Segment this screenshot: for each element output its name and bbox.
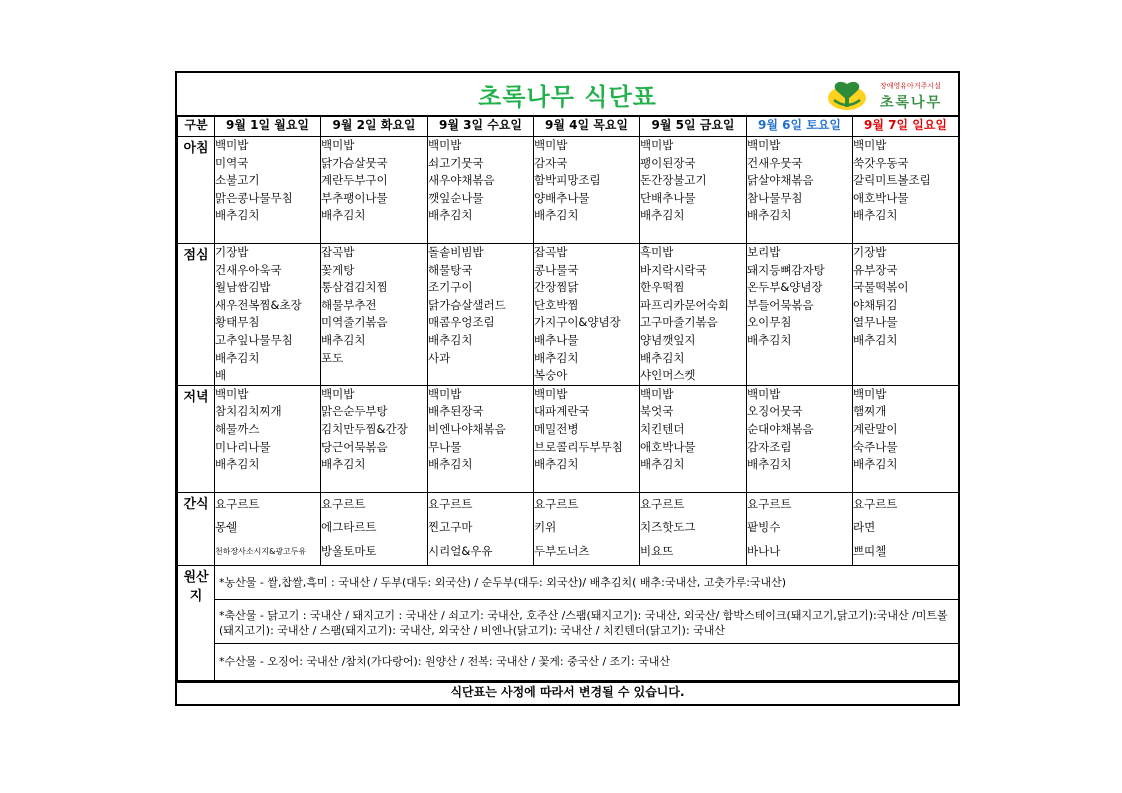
menu-item: 백미밥 [215, 138, 249, 152]
menu-cell [215, 244, 321, 386]
menu-cell [534, 244, 640, 386]
menu-item: 치킨텐더 [640, 421, 685, 436]
menu-item: 감자국 [534, 155, 568, 170]
menu-item: 백미밥 [428, 386, 462, 401]
menu-item: 배추김치 [640, 350, 685, 365]
meal-label: 아침 [178, 137, 215, 244]
day-header: 9월 1일 월요일 [215, 116, 321, 137]
menu-item: 배추김치 [853, 332, 898, 347]
menu-item: 배추나물 [534, 332, 579, 347]
menu-item: 순대야채볶음 [747, 421, 814, 436]
menu-item: 참나물무침 [747, 190, 803, 205]
menu-item: 백미밥 [640, 138, 674, 152]
menu-cell [534, 385, 640, 492]
menu-item: 백미밥 [428, 138, 462, 152]
menu-item: 온두부&양념장 [747, 280, 823, 295]
menu-item: 무나물 [428, 439, 462, 454]
menu-item: 백미밥 [321, 386, 355, 401]
menu-item: 배추김치 [747, 457, 792, 472]
menu-item: 맑은순두부탕 [321, 404, 388, 419]
menu-cell [321, 137, 428, 244]
menu-item: 배추김치 [534, 350, 579, 365]
logo-subtitle: 장애영유아거주시설 [880, 82, 941, 90]
menu-cell [321, 492, 428, 565]
menu-item: 애호박나물 [853, 190, 909, 205]
menu-cell [747, 244, 853, 386]
menu-item: 김치만두찜&간장 [321, 421, 408, 436]
menu-item: 소불고기 [215, 173, 260, 188]
menu-item: 국물떡볶이 [853, 280, 909, 295]
menu-item: 포도 [321, 350, 344, 365]
page-title: 초록나무 식단표 [478, 83, 657, 111]
day-header-sunday: 9월 7일 일요일 [853, 116, 959, 137]
menu-item: 기장밥 [215, 245, 249, 259]
menu-item: 배추김치 [853, 208, 898, 223]
menu-item: 맑은콩나물무침 [215, 190, 293, 205]
menu-item: 요구르트 [640, 496, 685, 511]
origin-agricultural: *농산물 - 쌀,찹쌀,흑미 : 국내산 / 두부(대두: 외국산) / 순두부(대두: 외국산)/ 배추김치( 배추:국내산, 고춧가루:국내산) [215, 566, 958, 600]
menu-item: 고구마줄기볶음 [640, 315, 718, 330]
menu-cell [534, 492, 640, 565]
menu-cell [428, 137, 534, 244]
menu-item: 두부도너츠 [534, 543, 590, 558]
menu-item: 해물부추전 [321, 297, 377, 312]
menu-item: 돼지등뼈감자탕 [747, 262, 825, 277]
tree-logo-icon [826, 78, 868, 112]
menu-item: 시리얼&우유 [428, 543, 493, 558]
menu-cell [747, 385, 853, 492]
menu-item: 참치김치찌개 [215, 404, 282, 419]
menu-item: 치즈핫도그 [640, 520, 696, 535]
menu-item: 북엇국 [640, 404, 674, 419]
menu-item: 천하장사소시지&광고두유 [215, 546, 307, 556]
menu-item: 팽이된장국 [640, 155, 696, 170]
menu-item: 배추김치 [428, 457, 473, 472]
menu-cell [640, 492, 747, 565]
menu-item: 숙주나물 [853, 439, 898, 454]
menu-cell [747, 492, 853, 565]
menu-item: 메밀전병 [534, 421, 579, 436]
menu-cell [640, 244, 747, 386]
menu-item: 쑥갓우동국 [853, 155, 909, 170]
change-notice: 식단표는 사정에 따라서 변경될 수 있습니다. [177, 680, 958, 704]
meal-row-breakfast [178, 137, 959, 244]
sheet-header [177, 73, 958, 117]
menu-item: 당근어묵볶음 [321, 439, 388, 454]
menu-item: 찐고구마 [428, 520, 473, 535]
menu-item: 야채튀김 [853, 297, 898, 312]
menu-item: 부들어묵볶음 [747, 297, 814, 312]
menu-item: 유부장국 [853, 262, 898, 277]
menu-item: 가지구이&양념장 [534, 315, 621, 330]
menu-item: 배추김치 [534, 457, 579, 472]
menu-cell [640, 385, 747, 492]
menu-item: 백미밥 [534, 138, 568, 152]
menu-cell [215, 137, 321, 244]
menu-cell [534, 137, 640, 244]
menu-item: 키위 [534, 520, 557, 535]
menu-item: 돈간장불고기 [640, 173, 707, 188]
menu-item: 백미밥 [853, 138, 887, 152]
origin-livestock: *축산물 - 닭고기 : 국내산 / 돼지고기 : 국내산 / 쇠고기: 국내산, 호주산 /스팸(돼지고기): 국내산, 외국산/ 함박스테이크(돼지고기,닭고기):국내산 /미트볼(돼지고기): 국내산 / 스팸(돼지고기): 국내산, 외국산 / 비엔나(닭고기): 국내산 / 치킨텐더(닭고기): 국내산 [215, 600, 958, 644]
menu-item: 요구르트 [853, 496, 898, 511]
menu-item: 방울토마토 [321, 543, 377, 558]
menu-item: 깻잎순나물 [428, 190, 484, 205]
menu-cell [747, 137, 853, 244]
menu-item: 요구르트 [215, 496, 260, 511]
menu-item: 쁘띠첼 [853, 543, 887, 558]
menu-item: 배추김치 [640, 457, 685, 472]
menu-item: 오징어뭇국 [747, 404, 803, 419]
menu-item: 미역줄기볶음 [321, 315, 388, 330]
menu-item: 양념깻잎지 [640, 332, 696, 347]
menu-item: 요구르트 [428, 496, 473, 511]
menu-item: 새우야채볶음 [428, 173, 495, 188]
facility-logo [826, 78, 954, 112]
menu-item: 배추김치 [215, 350, 260, 365]
origin-info [215, 565, 959, 682]
menu-item: 통삼겹김치찜 [321, 280, 388, 295]
menu-item: 단호박찜 [534, 297, 579, 312]
menu-cell [853, 385, 959, 492]
menu-item: 배추김치 [747, 208, 792, 223]
menu-item: 배추김치 [215, 208, 260, 223]
menu-item: 배추김치 [321, 332, 366, 347]
meal-label: 저녁 [178, 385, 215, 492]
menu-item: 단배추나물 [640, 190, 696, 205]
menu-item: 바나나 [747, 543, 781, 558]
category-header: 구분 [178, 116, 215, 137]
menu-cell [215, 492, 321, 565]
menu-item: 파프리카문어숙회 [640, 297, 729, 312]
menu-cell [428, 385, 534, 492]
menu-item: 배추김치 [215, 457, 260, 472]
menu-item: 백미밥 [215, 386, 249, 401]
menu-item: 배 [215, 368, 227, 383]
day-header-row [178, 116, 959, 137]
menu-item: 미역국 [215, 155, 249, 170]
menu-item: 계란말이 [853, 421, 898, 436]
menu-cell [321, 385, 428, 492]
menu-item: 배추김치 [321, 457, 366, 472]
menu-item: 애호박나물 [640, 439, 696, 454]
menu-item: 닭가슴살뭇국 [321, 155, 388, 170]
origin-label: 원산지 [178, 565, 215, 682]
menu-cell [853, 137, 959, 244]
menu-item: 건새우아욱국 [215, 262, 282, 277]
menu-cell [428, 492, 534, 565]
menu-cell [215, 385, 321, 492]
menu-item: 비요뜨 [640, 543, 674, 558]
day-header: 9월 2일 화요일 [321, 116, 428, 137]
origin-row [178, 565, 959, 682]
menu-item: 월남쌈김밥 [215, 280, 271, 295]
menu-item: 배추김치 [428, 332, 473, 347]
menu-item: 오이무침 [747, 315, 792, 330]
menu-item: 배추김치 [853, 457, 898, 472]
menu-item: 백미밥 [853, 386, 887, 401]
menu-item: 요구르트 [321, 496, 366, 511]
menu-item: 팥빙수 [747, 520, 781, 535]
meal-label: 간식 [178, 492, 215, 565]
menu-item: 요구르트 [534, 496, 579, 511]
menu-item: 백미밥 [321, 138, 355, 152]
menu-item: 닭가슴살샐러드 [428, 297, 506, 312]
menu-item: 배추김치 [534, 208, 579, 223]
menu-item: 간장찜닭 [534, 280, 579, 295]
menu-item: 건새우뭇국 [747, 155, 803, 170]
menu-item: 돌솥비빔밥 [428, 245, 484, 259]
menu-item: 잡곡밥 [534, 245, 568, 259]
meal-row-dinner [178, 385, 959, 492]
menu-item: 부추팽이나물 [321, 190, 388, 205]
menu-item: 조기구이 [428, 280, 473, 295]
menu-cell [853, 244, 959, 386]
menu-cell [428, 244, 534, 386]
day-header: 9월 4일 목요일 [534, 116, 640, 137]
meal-label: 점심 [178, 244, 215, 386]
menu-item: 비엔나야채볶음 [428, 421, 506, 436]
menu-item: 보리밥 [747, 245, 781, 259]
menu-item: 황태무침 [215, 315, 260, 330]
day-header: 9월 5일 금요일 [640, 116, 747, 137]
menu-item: 해물탕국 [428, 262, 473, 277]
menu-item: 닭살야채볶음 [747, 173, 814, 188]
day-header-saturday: 9월 6일 토요일 [747, 116, 853, 137]
menu-item: 몽쉘 [215, 520, 238, 535]
menu-item: 에그타르트 [321, 520, 377, 535]
menu-item: 백미밥 [534, 386, 568, 401]
day-header: 9월 3일 수요일 [428, 116, 534, 137]
menu-item: 한우떡찜 [640, 280, 685, 295]
menu-cell [640, 137, 747, 244]
menu-item: 복숭아 [534, 368, 568, 383]
menu-table [177, 115, 959, 683]
menu-item: 샤인머스켓 [640, 368, 696, 383]
menu-item: 해물까스 [215, 421, 260, 436]
menu-item: 배추김치 [747, 332, 792, 347]
menu-item: 라면 [853, 520, 876, 535]
menu-cell [853, 492, 959, 565]
menu-item: 함박피망조림 [534, 173, 601, 188]
menu-sheet [175, 71, 960, 706]
menu-item: 배추된장국 [428, 404, 484, 419]
menu-item: 사과 [428, 350, 451, 365]
menu-item: 감자조림 [747, 439, 792, 454]
menu-item: 잡곡밥 [321, 245, 355, 259]
menu-item: 햄찌개 [853, 404, 887, 419]
menu-item: 새우전복찜&초장 [215, 297, 302, 312]
menu-item: 대파계란국 [534, 404, 590, 419]
menu-item: 배추김치 [640, 208, 685, 223]
menu-item: 배추김치 [321, 208, 366, 223]
menu-item: 고추잎나물무침 [215, 332, 293, 347]
menu-item: 열무나물 [853, 315, 898, 330]
menu-item: 흑미밥 [640, 245, 674, 259]
menu-item: 기장밥 [853, 245, 887, 259]
meal-row-lunch [178, 244, 959, 386]
menu-item: 배추김치 [428, 208, 473, 223]
menu-item: 콩나물국 [534, 262, 579, 277]
menu-item: 요구르트 [747, 496, 792, 511]
menu-item: 브로콜리두부무침 [534, 439, 623, 454]
meal-row-snack [178, 492, 959, 565]
logo-name: 초록나무 [880, 95, 943, 111]
menu-item: 쇠고기뭇국 [428, 155, 484, 170]
menu-cell [321, 244, 428, 386]
menu-item: 백미밥 [747, 386, 781, 401]
menu-item: 꽃게탕 [321, 262, 355, 277]
origin-seafood: *수산물 - 오징어: 국내산 /참치(가다랑어): 원양산 / 전복: 국내산 / 꽃게: 중국산 / 조기: 국내산 [219, 654, 671, 668]
menu-item: 갈릭미트볼조림 [853, 173, 931, 188]
menu-item: 백미밥 [640, 386, 674, 401]
menu-item: 백미밥 [747, 138, 781, 152]
menu-item: 계란두부구이 [321, 173, 388, 188]
menu-item: 양배추나물 [534, 190, 590, 205]
menu-item: 매콤우엉조림 [428, 315, 495, 330]
menu-item: 미나리나물 [215, 439, 271, 454]
menu-item: 바지락시락국 [640, 262, 707, 277]
